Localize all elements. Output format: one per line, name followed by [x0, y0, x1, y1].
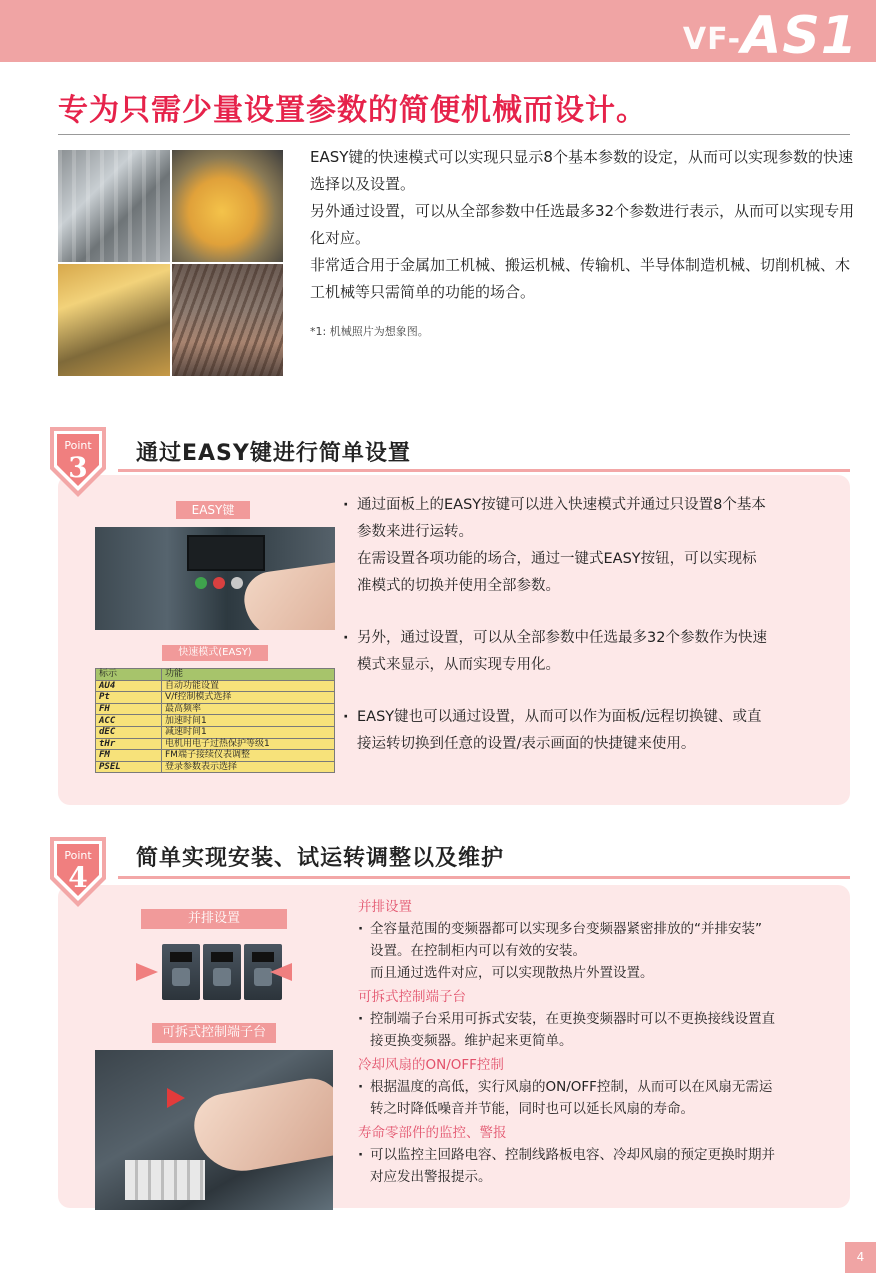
- bullet-line: 在需设置各项功能的场合，通过一键式EASY按钮，可以实现标: [357, 551, 757, 567]
- side-by-side-drives: [162, 944, 282, 1000]
- param-code: Pt: [96, 692, 162, 704]
- subheading: 寿命零部件的监控、警报: [358, 1125, 507, 1141]
- intro-paragraph: 另外通过设置，可以从全部参数中任选最多32个参数进行表示，从而可以实现专用化对应。: [310, 202, 855, 247]
- green-button-icon: [195, 577, 207, 589]
- bullet-line: 模式来显示，从而实现专用化。: [357, 657, 560, 673]
- easy-key-label: EASY键: [176, 501, 250, 519]
- bullet-item: [358, 1008, 838, 1052]
- param-code: AU4: [96, 680, 162, 692]
- table-header-row: [96, 669, 335, 681]
- terminal-block-photo: [95, 1050, 333, 1210]
- point3-badge: [48, 425, 108, 499]
- table-row: [96, 715, 335, 727]
- intro-paragraph: 非常适合用于金属加工机械、搬运机械、传输机、半导体制造机械、切削机械、木工机械等只需简单的功能的场合。: [310, 256, 851, 301]
- point4-title: 简单实现安装、试运转调整以及维护: [136, 846, 505, 871]
- quick-mode-label: 快速模式(EASY): [162, 645, 268, 661]
- param-function: FM端子接续仪表调整: [162, 750, 335, 762]
- easy-key-photo: [95, 527, 335, 630]
- machine-photo-collage: [58, 150, 283, 376]
- point4-badge-number: 4: [68, 861, 88, 894]
- bullet-item: [343, 492, 843, 600]
- bullet-line: 而且通过选件对应，可以实现散热片外置设置。: [370, 965, 654, 981]
- inverter-unit: [162, 944, 200, 1000]
- bullet-line: 准模式的切换并使用全部参数。: [357, 578, 560, 594]
- point4-title-rule: [118, 876, 850, 879]
- table-row: [96, 726, 335, 738]
- point3-bullets: [343, 492, 843, 758]
- bullet-line: 对应发出警报提示。: [370, 1169, 492, 1185]
- param-function: 电机用电子过热保护等级1: [162, 738, 335, 750]
- subheading: 冷却风扇的ON/OFF控制: [358, 1057, 504, 1073]
- panel-buttons: [195, 577, 243, 589]
- point4-text: [358, 896, 838, 1188]
- param-code: PSEL: [96, 761, 162, 773]
- point4-badge-word: Point: [64, 849, 92, 862]
- bullet-item: [343, 704, 843, 758]
- bullet-line: 接运转切换到任意的设置/表示画面的快捷键来使用。: [357, 736, 696, 752]
- point3-badge-word: Point: [64, 439, 92, 452]
- bullet-line: 参数来进行运转。: [357, 524, 473, 540]
- bullet-item: [343, 625, 843, 679]
- bullet-item: [358, 918, 838, 984]
- machine-photo-wafer: [172, 150, 284, 262]
- bullet-item: [358, 1144, 838, 1188]
- headline-divider: [58, 134, 850, 135]
- bullet-line: · 通过面板上的EASY按键可以进入快速模式并通过只设置8个基本: [357, 497, 766, 513]
- table-row: [96, 750, 335, 762]
- arrow-right-icon: [136, 963, 158, 981]
- quick-mode-table: [95, 668, 335, 773]
- param-code: dEC: [96, 726, 162, 738]
- machine-photo-production-line: [172, 264, 284, 376]
- photo-note: *1: 机械照片为想象图。: [310, 325, 429, 338]
- param-function: 加速时间1: [162, 715, 335, 727]
- header-band: [0, 0, 876, 66]
- brand-model: AS1: [741, 6, 858, 66]
- subheading: 并排设置: [358, 899, 412, 915]
- param-code: FM: [96, 750, 162, 762]
- param-function: 减速时间1: [162, 726, 335, 738]
- table-header-function: 功能: [162, 669, 335, 681]
- bullet-line: · 控制端子台采用可拆式安装，在更换变频器时可以不更换接线设置直: [370, 1011, 775, 1027]
- point3-title: 通过EASY键进行简单设置: [136, 441, 411, 466]
- bullet-line: 接更换变频器。维护起来更简单。: [370, 1033, 573, 1049]
- point3-title-rule: [118, 469, 850, 472]
- machine-photo-metalwork: [58, 150, 170, 262]
- intro-paragraph: EASY键的快速模式可以实现只显示8个基本参数的设定，从而可以实现参数的快速选择以及设置。: [310, 148, 853, 193]
- bullet-line: 转之时降低噪音并节能，同时也可以延长风扇的寿命。: [370, 1101, 694, 1117]
- point3-badge-number: 3: [68, 451, 88, 484]
- param-function: V/f控制模式选择: [162, 692, 335, 704]
- bullet-line: · 可以监控主回路电容、控制线路板电容、冷却风扇的预定更换时期并: [370, 1147, 775, 1163]
- bullet-line: · 全容量范围的变频器都可以实现多台变频器紧密排放的“并排安装”: [370, 921, 762, 937]
- param-function: 最高频率: [162, 703, 335, 715]
- inverter-unit: [203, 944, 241, 1000]
- table-row: [96, 680, 335, 692]
- bullet-line: · 另外，通过设置，可以从全部参数中任选最多32个参数作为快速: [357, 630, 767, 646]
- terminal-block: [125, 1160, 205, 1200]
- table-row: [96, 761, 335, 773]
- intro-text: [310, 144, 855, 306]
- red-button-icon: [213, 577, 225, 589]
- side-by-side-label: 并排设置: [141, 909, 287, 929]
- bullet-line: · 根据温度的高低，实行风扇的ON/OFF控制，从而可以在风扇无需运: [370, 1079, 773, 1095]
- bullet-line: · EASY键也可以通过设置，从而可以作为面板/远程切换键、或直: [357, 709, 762, 725]
- param-code: ACC: [96, 715, 162, 727]
- removing-hand: [189, 1074, 333, 1179]
- table-row: [96, 738, 335, 750]
- brand-logo: [683, 6, 858, 66]
- easy-button-icon: [231, 577, 243, 589]
- param-function: 登录参数表示选择: [162, 761, 335, 773]
- param-code: FH: [96, 703, 162, 715]
- page-headline: 专为只需少量设置参数的简便机械而设计。: [58, 93, 647, 128]
- brand-prefix: VF-: [682, 22, 742, 57]
- bullet-item: [358, 1076, 838, 1120]
- table-row: [96, 692, 335, 704]
- bullet-line: 设置。在控制柜内可以有效的安装。: [370, 943, 586, 959]
- panel-display: [187, 535, 265, 571]
- page-number: 4: [845, 1242, 876, 1273]
- arrow-left-icon: [270, 963, 292, 981]
- terminal-block-label: 可拆式控制端子台: [152, 1023, 276, 1043]
- param-function: 自动功能设置: [162, 680, 335, 692]
- red-arrow-icon: [167, 1088, 185, 1108]
- subheading: 可拆式控制端子台: [358, 989, 466, 1005]
- table-row: [96, 703, 335, 715]
- point4-badge: [48, 835, 108, 909]
- table-header-code: 标示: [96, 669, 162, 681]
- param-code: tHr: [96, 738, 162, 750]
- machine-photo-conveyor: [58, 264, 170, 376]
